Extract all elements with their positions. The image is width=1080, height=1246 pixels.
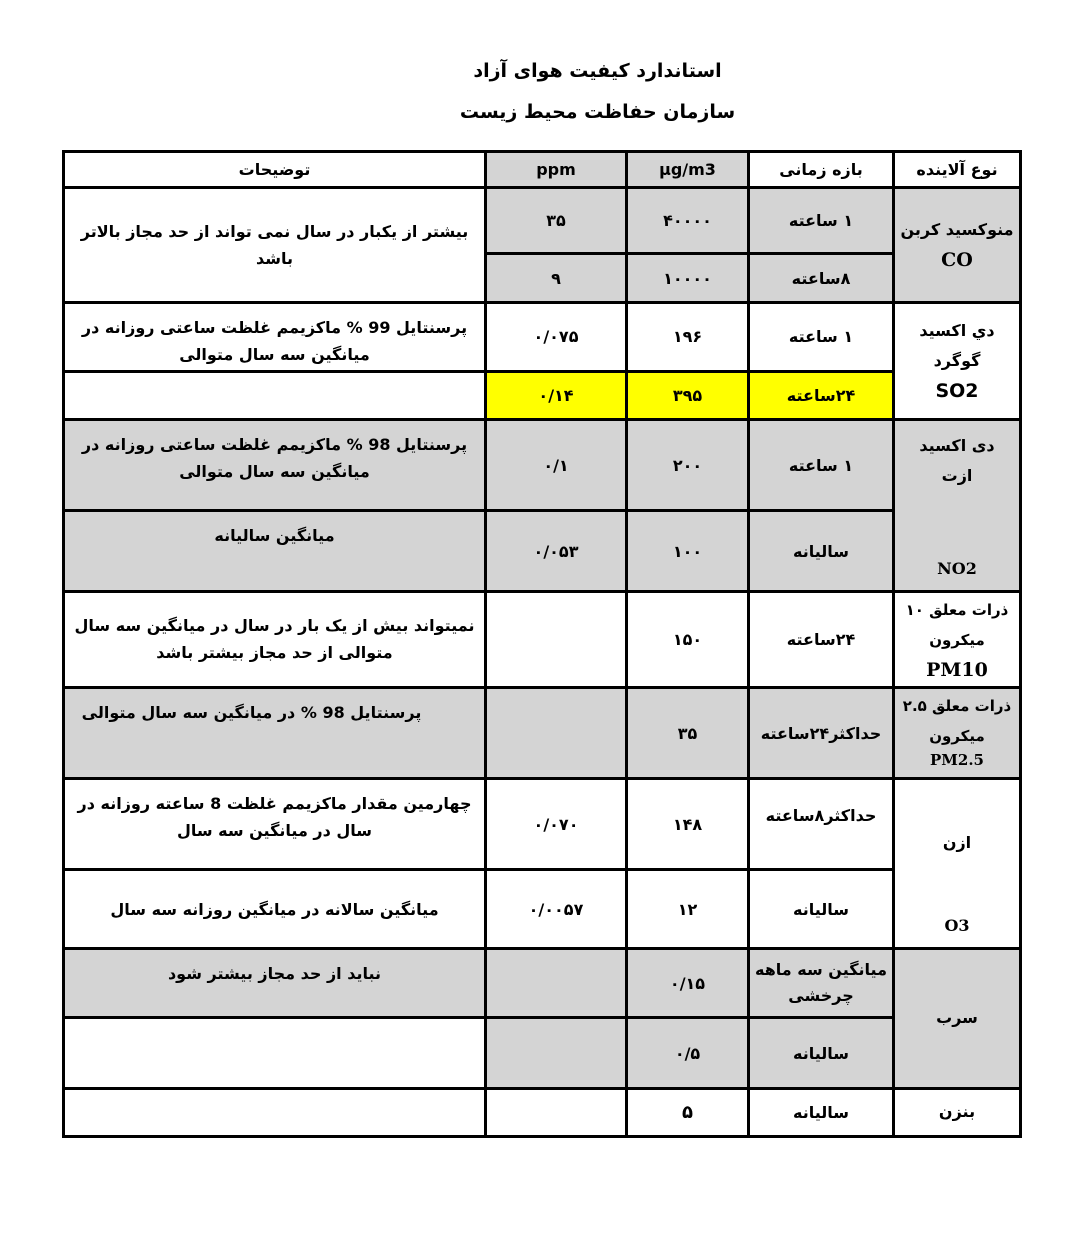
table-row [64,1088,1021,1136]
pm25-name-fa-2: میکرون [929,727,985,746]
lead-annual-period: سالیانه [749,1018,894,1088]
no2-annual-description: میانگین سالیانه [64,511,486,591]
lead-description: نباید از حد مجاز بیشتر شود [64,949,486,1018]
so2-24h-period: ۲۴ساعته [749,371,894,419]
co-pollutant [894,188,1021,302]
lead-annual-ugm3: ۰/۵ [627,1018,749,1088]
so2-name-fa: دي اکسيد گوگرد [919,320,995,370]
o3-name-fa: ازن [942,833,972,853]
no2-annual-ugm3: ۱۰۰ [627,511,749,591]
pm10-ugm3: ۱۵۰ [627,591,749,687]
o3-8h-period: حداکثر۸ساعته [749,779,894,869]
so2-pollutant [894,302,1021,419]
pm10-description: نمیتواند بیش از یک بار در سال در میانگین سه سال متوالی از حد مجاز بیشتر باشد [64,591,486,687]
pm10-pollutant [894,591,1021,687]
header-pollutant: نوع آلاینده [894,152,1021,188]
header-ugm3: µg/m3 [627,152,749,188]
co-name-fa: منوکسید کربن [900,219,1014,239]
pm25-period: حداکثر۲۴ساعته [749,688,894,779]
o3-annual-period: سالیانه [749,869,894,948]
no2-name-fa-1: دی اکسید [919,436,995,456]
page-title: استاندارد کیفیت هوای آزاد [473,60,722,82]
table-row [64,949,1021,1018]
benzene-ugm3: ۵ [627,1088,749,1136]
o3-annual-description: میانگین سالانه در میانگین روزانه سه سال [64,869,486,948]
pm25-pollutant [894,688,1021,779]
co-8h-ugm3: ۱۰۰۰۰ [627,254,749,302]
so2-24h-ugm3: ۳۹۵ [627,371,749,419]
no2-annual-period: سالیانه [749,511,894,591]
o3-annual-ugm3: ۱۲ [627,869,749,948]
lead-annual-ppm [486,1018,627,1088]
benzene-ppm [486,1088,627,1136]
table-row [64,591,1021,687]
pm25-ugm3: ۳۵ [627,688,749,779]
header-description: توضیحات [64,152,486,188]
benzene-period: سالیانه [749,1088,894,1136]
header-period: بازه زمانی [749,152,894,188]
pm25-name-en: PM2.5 [930,751,984,770]
so2-1h-ugm3: ۱۹۶ [627,302,749,371]
pm10-name-fa-1: ذرات معلق ۱۰ [905,600,1009,619]
no2-pollutant [894,420,1021,592]
pm10-name-en: PM10 [926,658,988,681]
lead-annual-description [64,1018,486,1088]
pm25-ppm [486,688,627,779]
pm10-period: ۲۴ساعته [749,591,894,687]
co-1h-period: ۱ ساعته [749,188,894,254]
co-1h-ugm3: ۴۰۰۰۰ [627,188,749,254]
lead-3m-ppm [486,949,627,1018]
pm10-ppm [486,591,627,687]
lead-pollutant: سرب [894,949,1021,1089]
no2-name-en: NO2 [937,558,977,578]
table-row [64,1018,1021,1088]
co-name-en: CO [941,248,973,271]
co-description: بیشتر از یکبار در سال نمی تواند از حد مجاز بالاتر باشد [64,188,486,302]
o3-pollutant [894,779,1021,949]
air-quality-standards-table [62,150,1022,1138]
co-8h-period: ۸ساعته [749,254,894,302]
so2-24h-ppm: ۰/۱۴ [486,371,627,419]
o3-8h-ppm: ۰/۰۷۰ [486,779,627,869]
no2-1h-period: ۱ ساعته [749,420,894,511]
table-row [64,302,1021,371]
pm10-name-fa-2: میکرون [929,630,985,649]
no2-1h-ppm: ۰/۱ [486,420,627,511]
page-subtitle: سازمان حفاظت محیط زیست [459,101,736,123]
table-row [64,420,1021,511]
so2-24h-description [64,371,486,419]
no2-1h-description: پرسنتایل 98 % ماکزیمم غلظت ساعتی روزانه در میانگین سه سال متوالی [64,420,486,511]
pm25-name-fa-1: ذرات معلق ۲.۵ [902,697,1012,716]
table-row [64,869,1021,948]
so2-name-en: SO2 [935,379,979,402]
co-8h-ppm: ۹ [486,254,627,302]
so2-1h-ppm: ۰/۰۷۵ [486,302,627,371]
benzene-description [64,1088,486,1136]
o3-annual-ppm: ۰/۰۰۵۷ [486,869,627,948]
table-row [64,688,1021,779]
table-row [64,779,1021,869]
o3-name-en: O3 [944,916,970,936]
benzene-pollutant: بنزن [894,1088,1021,1136]
no2-1h-ugm3: ۲۰۰ [627,420,749,511]
o3-8h-description: چهارمین مقدار ماکزیمم غلظت 8 ساعته روزانه در سال در میانگین سه سال [64,779,486,869]
so2-1h-period: ۱ ساعته [749,302,894,371]
co-1h-ppm: ۳۵ [486,188,627,254]
no2-name-fa-2: ازت [941,466,973,486]
pm25-description: پرسنتایل 98 % در میانگین سه سال متوالی [64,688,486,779]
lead-3m-period: میانگین سه ماهه چرخشی [749,949,894,1018]
table-row [64,188,1021,254]
table-header-row [64,152,1021,188]
header-ppm: ppm [486,152,627,188]
o3-8h-ugm3: ۱۴۸ [627,779,749,869]
table-row [64,371,1021,419]
so2-1h-description: پرسنتایل 99 % ماکزیمم غلظت ساعتی روزانه در میانگین سه سال متوالی [64,302,486,371]
no2-annual-ppm: ۰/۰۵۳ [486,511,627,591]
lead-3m-ugm3: ۰/۱۵ [627,949,749,1018]
table-row [64,511,1021,591]
